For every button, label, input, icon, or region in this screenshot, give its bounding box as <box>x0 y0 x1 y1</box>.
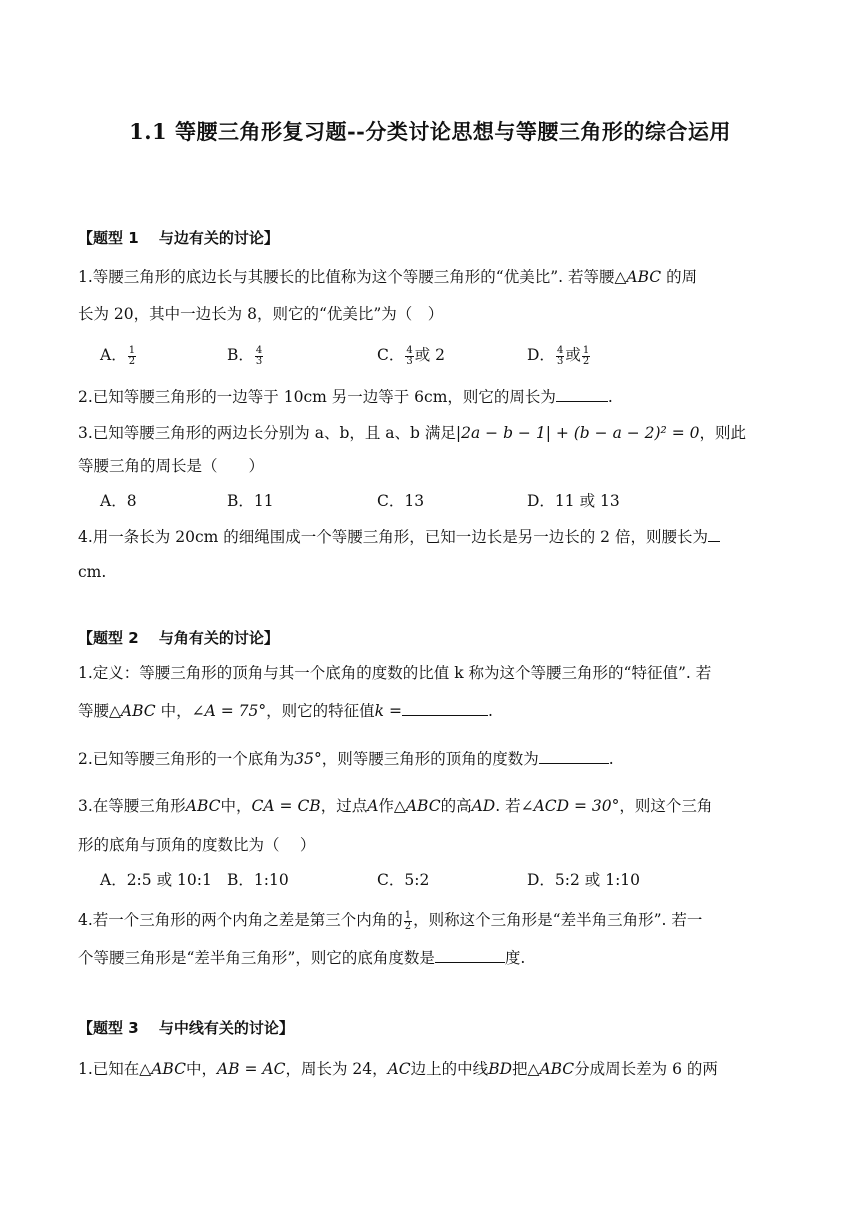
text: . <box>607 388 613 406</box>
text: 边上的中线 <box>410 1060 489 1078</box>
s2-q3-option-d: D．5:2 或 1:10 <box>527 871 641 889</box>
s1-q3-line2: 等腰三角的周长是（ ） <box>78 457 265 475</box>
denominator: 2 <box>404 920 412 932</box>
numerator: 4 <box>255 344 263 356</box>
s1-q3-line1 <box>78 422 746 444</box>
s1-q1-option-d <box>527 344 591 367</box>
s1-q3-option-d: D．11 或 13 <box>527 492 620 510</box>
text: 3.在等腰三角形 <box>78 797 186 815</box>
numerator: 1 <box>582 344 590 356</box>
option-label: C． <box>377 346 405 364</box>
text: ，则此 <box>699 424 746 442</box>
question-text: 4.若一个三角形的两个内角之差是第三个内角的 <box>78 911 403 929</box>
question-text: 2.已知等腰三角形的一个底角为 <box>78 750 295 768</box>
question-text: 3.已知等腰三角形的两边长分别为 a、b，且 a、b 满足 <box>78 424 456 442</box>
math: ∠ACD = 30° <box>520 797 620 815</box>
denominator: 3 <box>556 355 564 367</box>
math: AD <box>471 797 496 815</box>
s2-q3-line1 <box>78 795 712 817</box>
page-title: 1.1 等腰三角形复习题--分类讨论思想与等腰三角形的综合运用 <box>129 119 731 144</box>
section-heading-3: 【题型 3 与中线有关的讨论】 <box>78 1019 294 1037</box>
math: ABC <box>185 797 221 815</box>
s1-q1-option-a <box>100 344 137 367</box>
text: 度. <box>504 949 526 967</box>
denominator: 3 <box>406 355 413 367</box>
text: 中， <box>160 702 192 720</box>
text: 的高 <box>440 797 472 815</box>
fraction <box>128 346 136 367</box>
fraction <box>556 346 564 367</box>
s2-q2 <box>78 748 614 770</box>
answer-blank <box>539 749 609 764</box>
text: . 若 <box>495 797 521 815</box>
math-k: k = <box>374 702 402 720</box>
math-expression: |2a − b − 1| + (b − a − 2)² = 0 <box>455 424 700 442</box>
fraction <box>582 346 590 367</box>
denominator: 3 <box>255 355 263 367</box>
s2-q3-option-a: A．2:5 或 10:1 <box>100 871 212 889</box>
text: 1.已知在△ <box>78 1060 152 1078</box>
math: AC <box>387 1060 411 1078</box>
option-label: B． <box>227 346 254 364</box>
option-label: D． <box>527 346 555 364</box>
text: 中， <box>185 1060 217 1078</box>
s3-q1-line1 <box>78 1058 718 1080</box>
s1-q3-option-b: B．11 <box>227 492 274 510</box>
option-label: A． <box>100 346 127 364</box>
s2-q1-line1: 1.定义：等腰三角形的顶角与其一个底角的度数的比值 k 称为这个等腰三角形的“特征值”. 若 <box>78 664 712 682</box>
numerator: 1 <box>404 909 412 921</box>
math-abc: ABC <box>626 268 662 286</box>
s1-q4-line2: cm. <box>78 563 107 581</box>
s1-q1-line2: 长为 20，其中一边长为 8，则它的“优美比”为（ ） <box>78 305 444 323</box>
math: BD <box>488 1060 513 1078</box>
math: ABC <box>151 1060 186 1078</box>
text: 把△ <box>512 1060 540 1078</box>
math: A <box>367 797 379 815</box>
fraction <box>405 346 413 367</box>
numerator: 4 <box>556 344 564 356</box>
s1-q2 <box>78 386 613 408</box>
denominator: 2 <box>128 355 136 367</box>
option-mid: 或 <box>565 346 581 364</box>
s1-q4-line1 <box>78 526 720 548</box>
numerator: 1 <box>128 344 136 356</box>
text: ，则等腰三角形的顶角的度数为 <box>321 750 539 768</box>
answer-blank <box>402 701 488 716</box>
section-heading-1: 【题型 1 与边有关的讨论】 <box>78 229 279 247</box>
answer-blank <box>435 948 505 963</box>
question-text: 个等腰三角形是“差半角三角形”，则它的底角度数是 <box>78 949 435 967</box>
fraction <box>404 911 412 932</box>
text: 中， <box>220 797 252 815</box>
answer-blank <box>556 387 608 402</box>
text: 1.等腰三角形的底边长与其腰长的比值称为这个等腰三角形的“优美比”. 若等腰△ <box>78 268 627 286</box>
s2-q3-option-b: B．1:10 <box>227 871 289 889</box>
s2-q1-line2 <box>78 700 493 722</box>
text: 分成周长差为 6 的两 <box>574 1060 718 1078</box>
text: ，过点 <box>320 797 368 815</box>
text: ，则它的特征值 <box>266 702 375 720</box>
option-tail: 或 2 <box>414 346 446 364</box>
section-heading-2: 【题型 2 与角有关的讨论】 <box>78 629 279 647</box>
text: ，则这个三角 <box>619 797 713 815</box>
fraction <box>255 346 263 367</box>
s1-q1-option-c <box>377 344 445 367</box>
text: . <box>608 750 614 768</box>
text: 等腰△ <box>78 702 121 720</box>
math-angle: 35° <box>294 750 322 768</box>
text: ，则称这个三角形是“差半角三角形”. 若一 <box>413 911 703 929</box>
math-angle: ∠A = 75° <box>191 702 267 720</box>
s1-q1-option-b <box>227 344 264 367</box>
s2-q4-line2 <box>78 947 525 969</box>
math: CA = CB <box>251 797 321 815</box>
text: ，周长为 24， <box>285 1060 388 1078</box>
math: ABC <box>405 797 441 815</box>
s2-q3-option-c: C．5:2 <box>377 871 430 889</box>
answer-blank <box>708 527 720 542</box>
text: 的周 <box>666 268 698 286</box>
question-text: 2.已知等腰三角形的一边等于 10cm 另一边等于 6cm，则它的周长为 <box>78 388 556 406</box>
math: AB = AC <box>216 1060 286 1078</box>
s1-q1-line1 <box>78 266 697 288</box>
s2-q4-line1 <box>78 909 702 932</box>
numerator: 4 <box>406 344 413 356</box>
math-abc: ABC <box>120 702 156 720</box>
text: 作△ <box>378 797 406 815</box>
s1-q3-option-c: C．13 <box>377 492 425 510</box>
s2-q3-line2: 形的底角与顶角的度数比为（ ） <box>78 836 316 854</box>
question-text: 4.用一条长为 20cm 的细绳围成一个等腰三角形，已知一边长是另一边长的 2 倍，则腰长为 <box>78 528 708 546</box>
math: ABC <box>539 1060 575 1078</box>
s1-q3-option-a: A．8 <box>100 492 137 510</box>
text: . <box>487 702 493 720</box>
denominator: 2 <box>582 355 590 367</box>
